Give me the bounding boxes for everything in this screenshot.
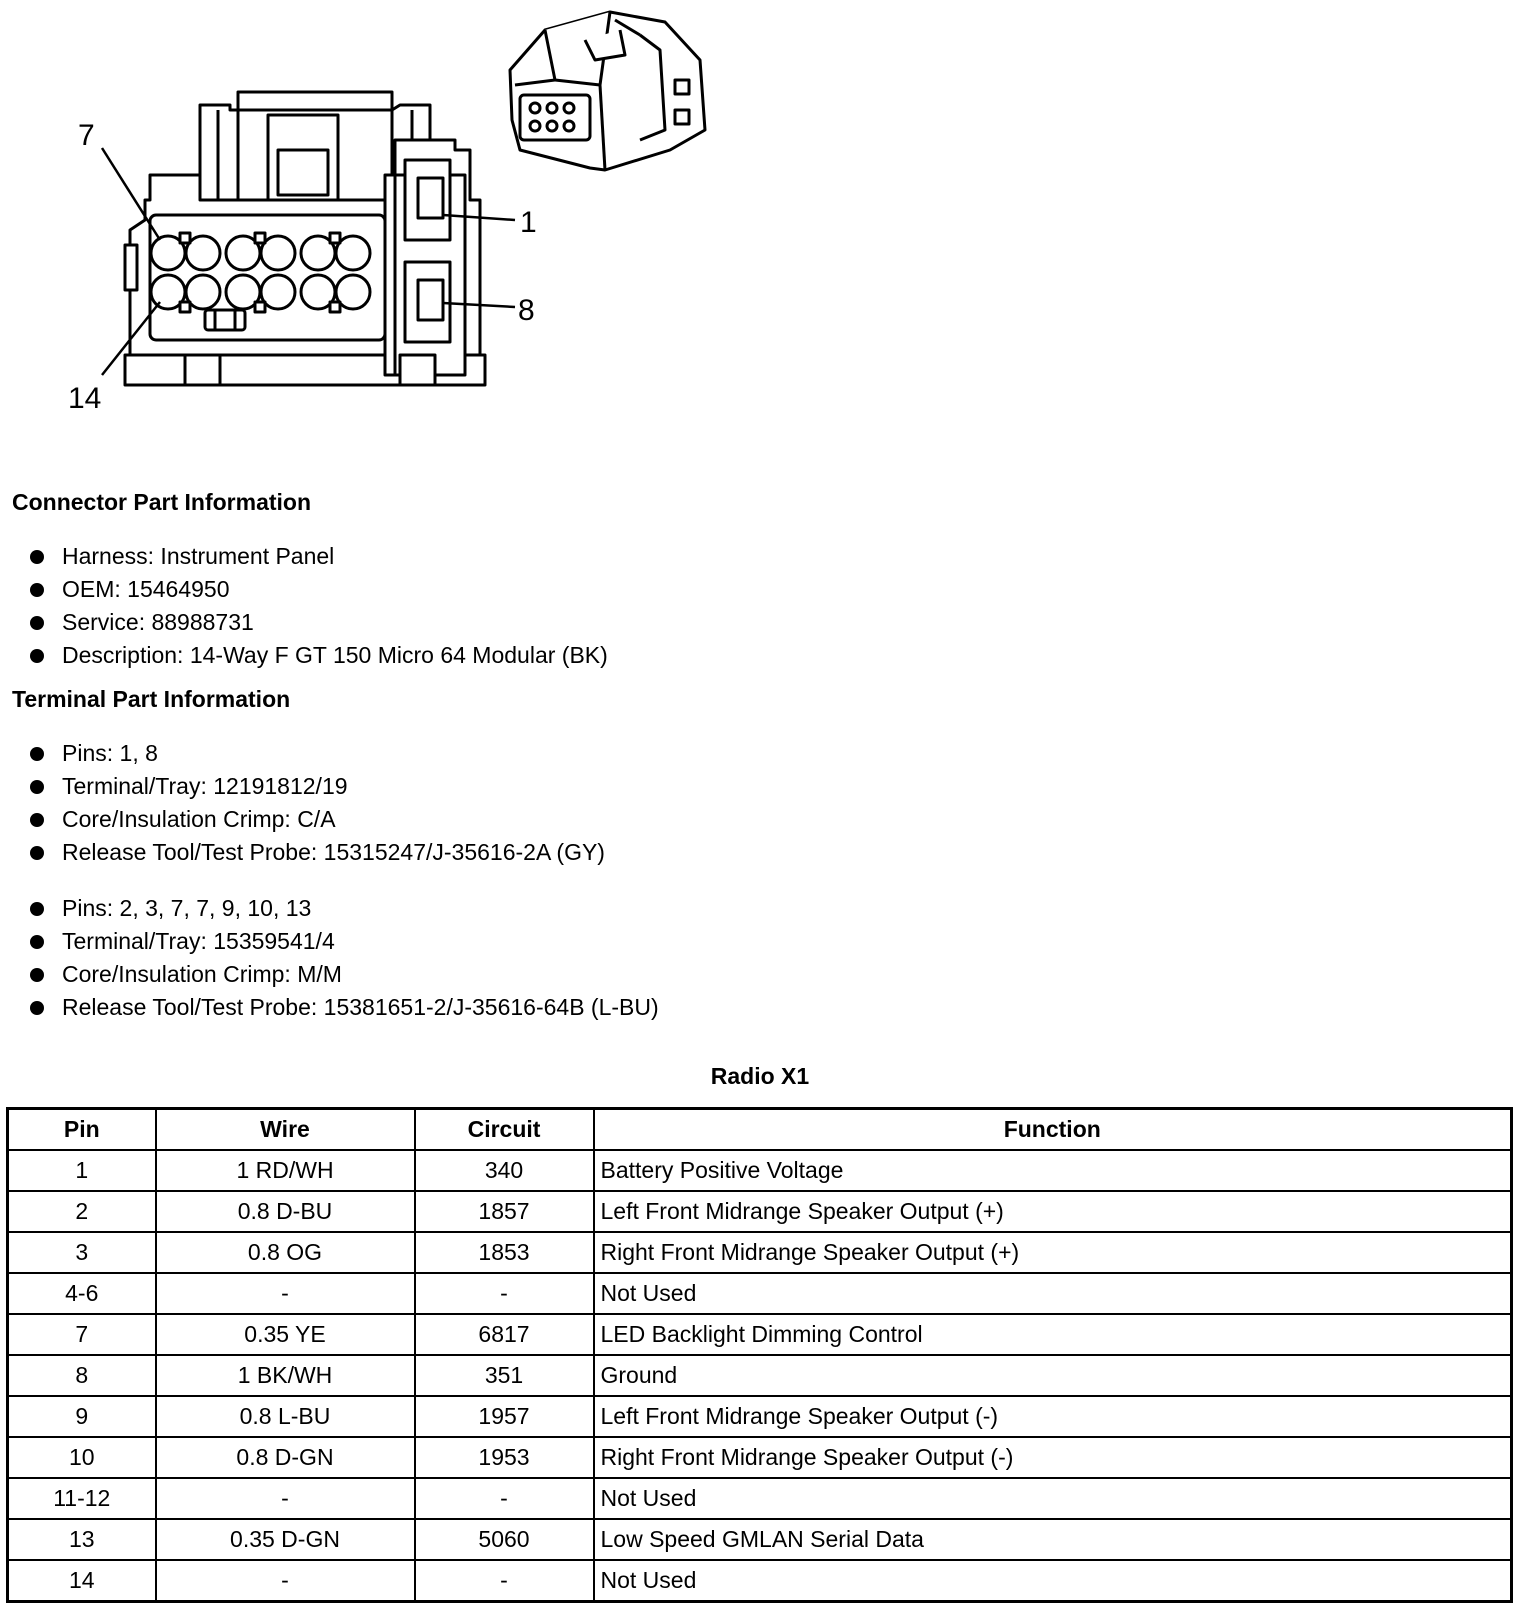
cell-wire: 0.8 L-BU [156, 1396, 415, 1437]
pin-label-1: 1 [520, 206, 537, 239]
cell-wire: 0.8 D-GN [156, 1437, 415, 1478]
cell-function: Not Used [594, 1478, 1512, 1519]
table-row [8, 1560, 1512, 1602]
cell-pin: 14 [8, 1560, 156, 1602]
header-function: Function [594, 1109, 1512, 1151]
cell-pin: 11-12 [8, 1478, 156, 1519]
connector-part-info-title: Connector Part Information [12, 489, 312, 515]
cell-wire: - [156, 1478, 415, 1519]
table-row [8, 1437, 1512, 1478]
cell-function: Right Front Midrange Speaker Output (-) [594, 1437, 1512, 1478]
cell-circuit: 5060 [415, 1519, 594, 1560]
cell-function: Not Used [594, 1273, 1512, 1314]
header-wire: Wire [156, 1109, 415, 1151]
cell-circuit: 351 [415, 1355, 594, 1396]
list-item: Terminal/Tray: 15359541/4 [30, 925, 659, 958]
cell-wire: - [156, 1560, 415, 1602]
table-row [8, 1273, 1512, 1314]
header-pin: Pin [8, 1109, 156, 1151]
terminal-part-info-title: Terminal Part Information [12, 686, 291, 712]
cell-circuit: 340 [415, 1150, 594, 1191]
list-item: Description: 14-Way F GT 150 Micro 64 Modular (BK) [30, 639, 608, 672]
header-circuit: Circuit [415, 1109, 594, 1151]
cell-function: Ground [594, 1355, 1512, 1396]
cell-wire: 0.8 D-BU [156, 1191, 415, 1232]
cell-function: Right Front Midrange Speaker Output (+) [594, 1232, 1512, 1273]
cell-wire: 0.8 OG [156, 1232, 415, 1273]
cell-function: Left Front Midrange Speaker Output (-) [594, 1396, 1512, 1437]
cell-pin: 4-6 [8, 1273, 156, 1314]
list-item: OEM: 15464950 [30, 573, 608, 606]
connector-3d-view [510, 12, 705, 170]
list-item: Core/Insulation Crimp: C/A [30, 803, 605, 836]
connector-part-info-list [30, 540, 608, 672]
cell-wire: 1 BK/WH [156, 1355, 415, 1396]
terminal-group-2-list [30, 892, 659, 1024]
cell-pin: 10 [8, 1437, 156, 1478]
cell-circuit: 1953 [415, 1437, 594, 1478]
pin-label-7: 7 [78, 119, 95, 152]
cell-pin: 9 [8, 1396, 156, 1437]
table-title: Radio X1 [710, 1063, 810, 1089]
cell-pin: 3 [8, 1232, 156, 1273]
cell-wire: 0.35 YE [156, 1314, 415, 1355]
cell-function: Battery Positive Voltage [594, 1150, 1512, 1191]
table-header-row [8, 1109, 1512, 1151]
list-item: Harness: Instrument Panel [30, 540, 608, 573]
list-item: Service: 88988731 [30, 606, 608, 639]
cell-pin: 2 [8, 1191, 156, 1232]
cell-circuit: - [415, 1273, 594, 1314]
cell-circuit: 1857 [415, 1191, 594, 1232]
list-item: Terminal/Tray: 12191812/19 [30, 770, 605, 803]
cell-circuit: - [415, 1478, 594, 1519]
cell-pin: 7 [8, 1314, 156, 1355]
table-row [8, 1355, 1512, 1396]
cell-wire: 1 RD/WH [156, 1150, 415, 1191]
cell-circuit: - [415, 1560, 594, 1602]
connector-diagram [0, 0, 760, 430]
cell-circuit: 1957 [415, 1396, 594, 1437]
cell-circuit: 6817 [415, 1314, 594, 1355]
table-row [8, 1191, 1512, 1232]
table-row [8, 1232, 1512, 1273]
list-item: Release Tool/Test Probe: 15315247/J-35616-2A (GY) [30, 836, 605, 869]
pinout-table [6, 1107, 1513, 1603]
table-row [8, 1396, 1512, 1437]
cell-pin: 8 [8, 1355, 156, 1396]
cell-function: Left Front Midrange Speaker Output (+) [594, 1191, 1512, 1232]
cell-wire: 0.35 D-GN [156, 1519, 415, 1560]
pin-label-8: 8 [518, 294, 535, 327]
table-row [8, 1519, 1512, 1560]
cell-function: LED Backlight Dimming Control [594, 1314, 1512, 1355]
terminal-group-1-list [30, 737, 605, 869]
cell-function: Not Used [594, 1560, 1512, 1602]
table-row [8, 1314, 1512, 1355]
cell-function: Low Speed GMLAN Serial Data [594, 1519, 1512, 1560]
list-item: Release Tool/Test Probe: 15381651-2/J-35616-64B (L-BU) [30, 991, 659, 1024]
list-item: Core/Insulation Crimp: M/M [30, 958, 659, 991]
pin-label-14: 14 [68, 382, 102, 415]
cell-wire: - [156, 1273, 415, 1314]
table-row [8, 1150, 1512, 1191]
cell-pin: 13 [8, 1519, 156, 1560]
list-item: Pins: 1, 8 [30, 737, 605, 770]
table-row [8, 1478, 1512, 1519]
list-item: Pins: 2, 3, 7, 7, 9, 10, 13 [30, 892, 659, 925]
cell-pin: 1 [8, 1150, 156, 1191]
cell-circuit: 1853 [415, 1232, 594, 1273]
